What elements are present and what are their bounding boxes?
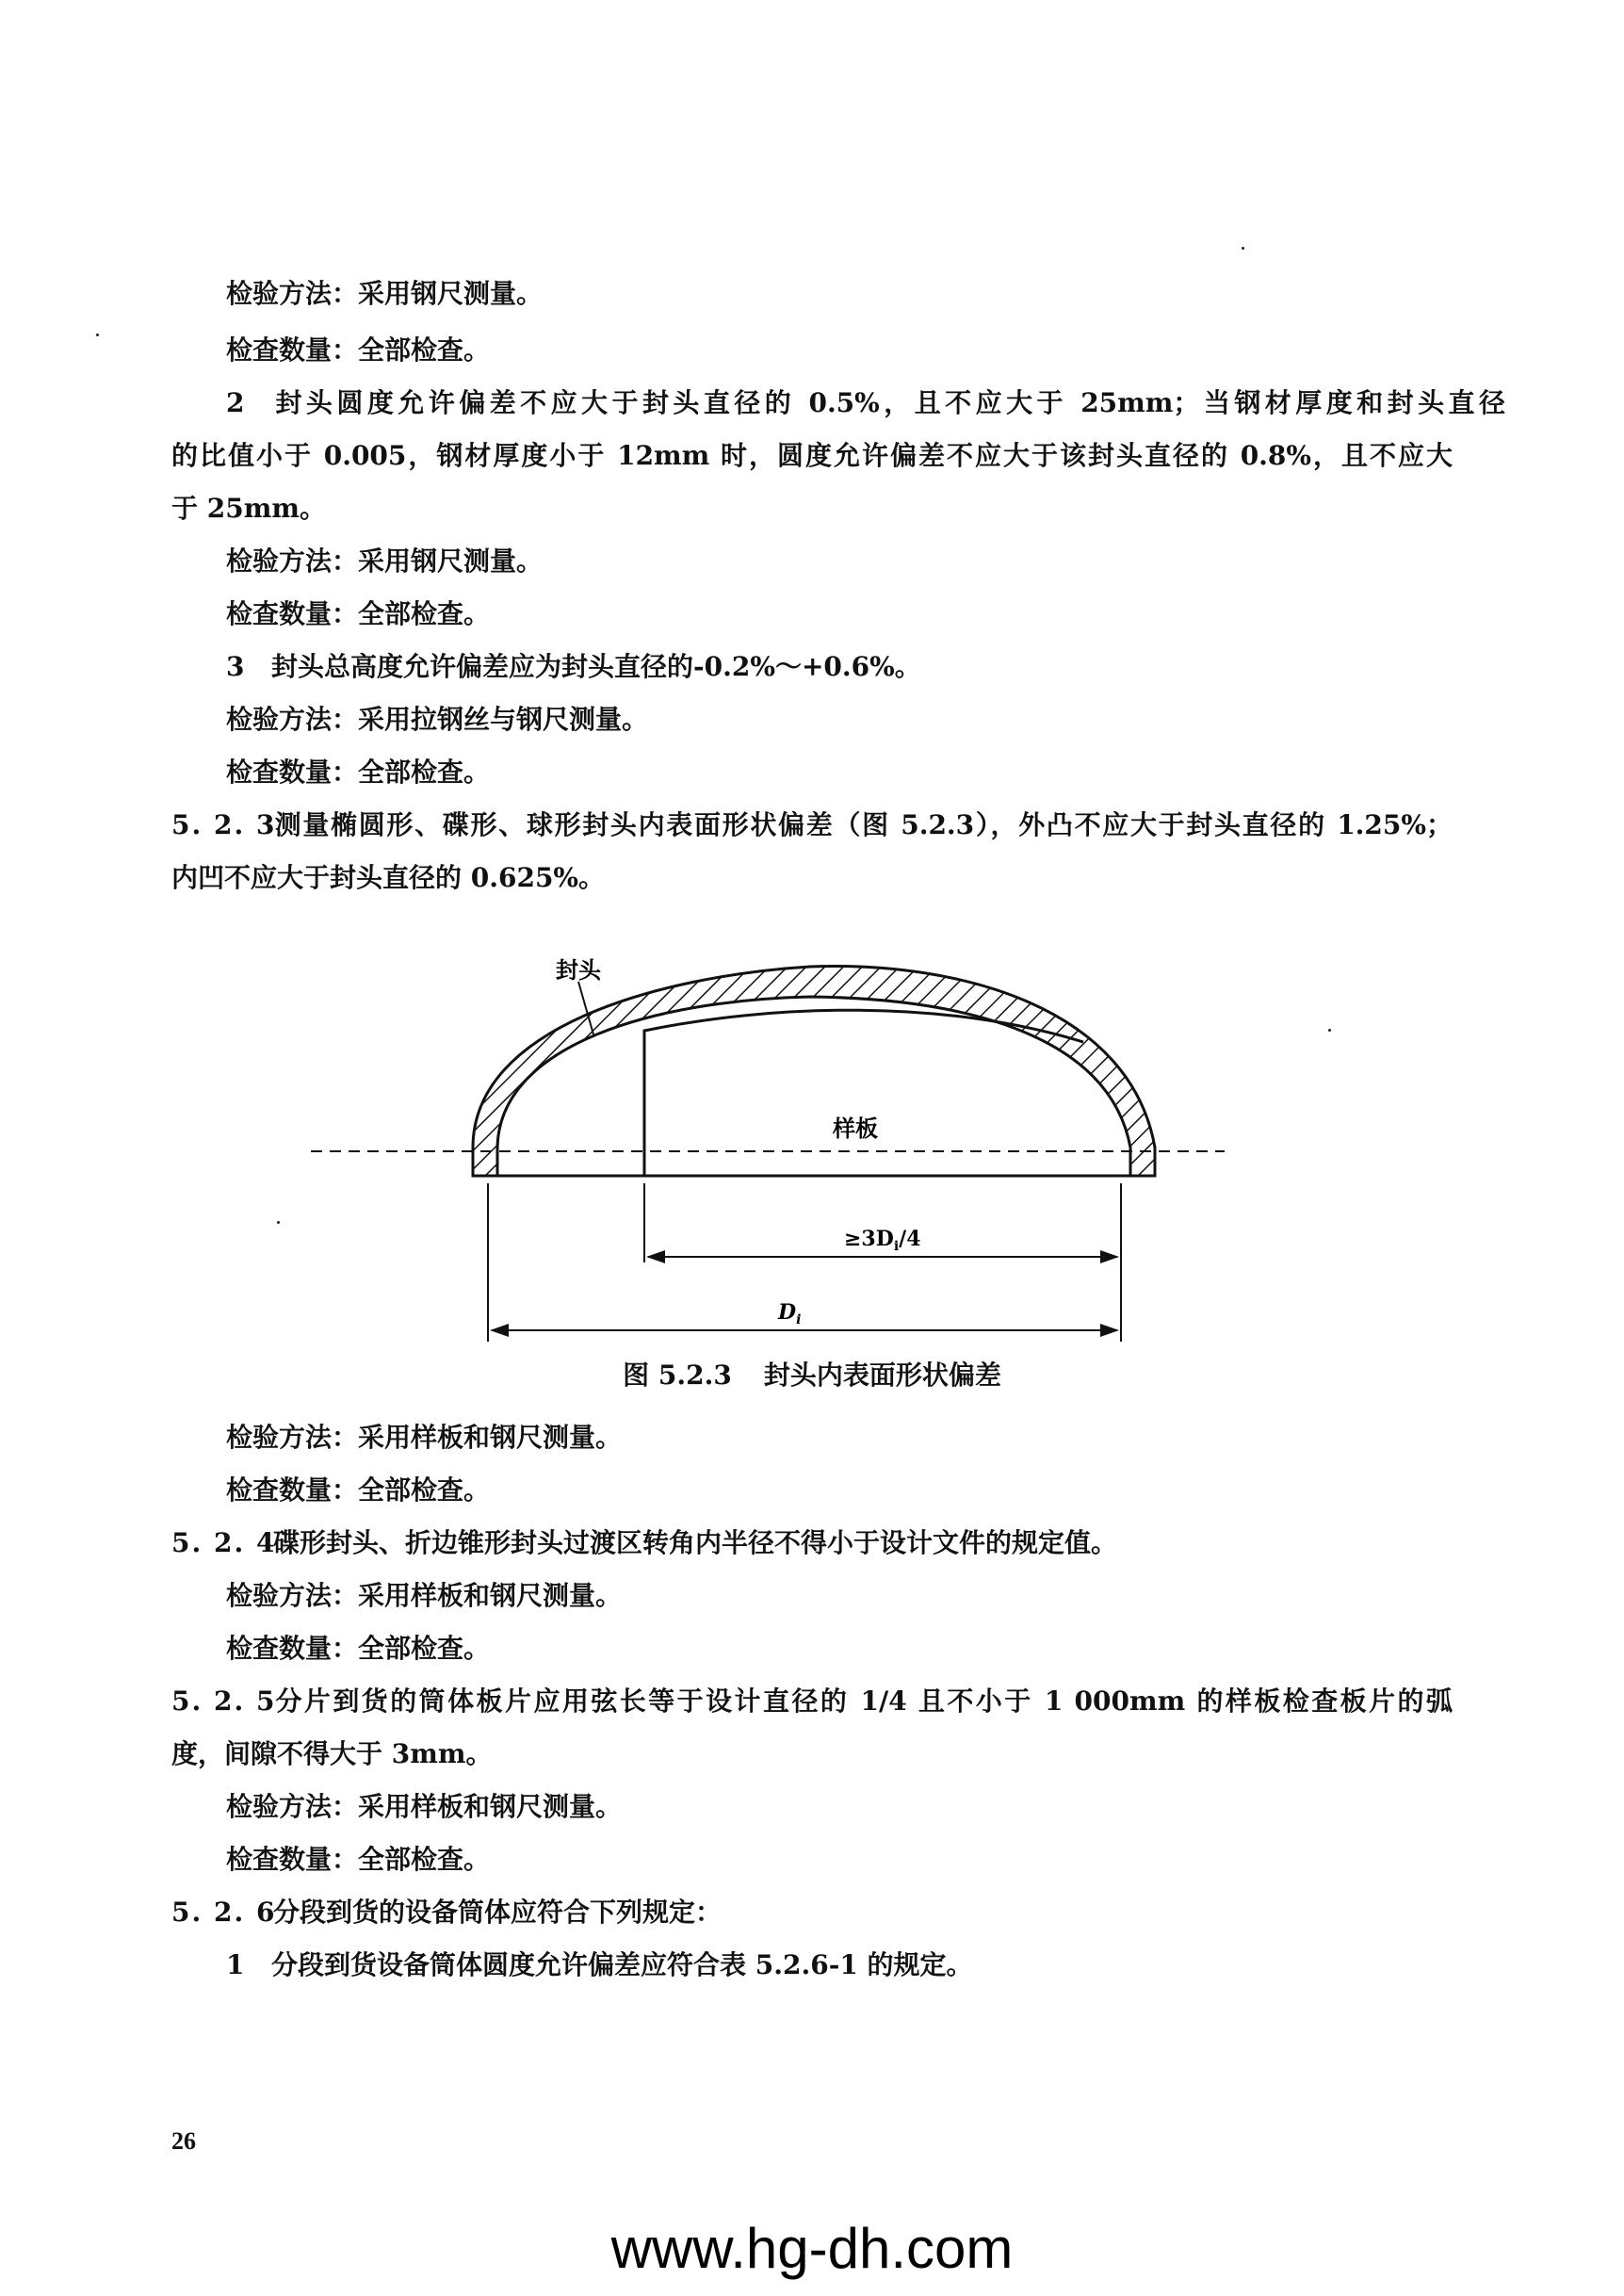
- section-number: 5. 2. 5: [171, 1685, 277, 1717]
- item-text: 分段到货设备筒体圆度允许偏差应符合表 5.2.6-1 的规定。: [271, 1949, 973, 1980]
- item-2-line-2: 的比值小于 0.005，钢材厚度小于 12mm 时，圆度允许偏差不应大于该封头直径的 0.8%，且不应大: [171, 440, 1453, 471]
- arrowhead: [490, 1324, 509, 1337]
- inspection-quantity: 检查数量：全部检查。: [226, 334, 491, 366]
- section-number: 5. 2. 3: [171, 809, 277, 840]
- inspection-method: 检验方法：采用样板和钢尺测量。: [226, 1791, 623, 1822]
- section-number: 5. 2. 4: [171, 1527, 277, 1558]
- inspection-method: 检验方法：采用钢尺测量。: [226, 546, 544, 577]
- section-5-2-5-line-1: [171, 1685, 1453, 1718]
- figure-number: 图 5.2.3: [623, 1360, 732, 1391]
- figure-title: 封头内表面形状偏差: [763, 1360, 1001, 1391]
- section-text: 测量椭圆形、碟形、球形封头内表面形状偏差（图 5.2.3），外凸不应大于封头直径的 1.25%；: [273, 809, 1453, 840]
- inspection-quantity: 检查数量：全部检查。: [226, 757, 491, 788]
- section-number: 5. 2. 6: [171, 1897, 277, 1928]
- inspection-quantity: 检查数量：全部检查。: [226, 1474, 491, 1506]
- item-text: 封头圆度允许偏差不应大于封头直径的 0.5%，且不应大于 25mm；当钢材厚度和封头直径: [271, 387, 1505, 418]
- inspection-method: 检验方法：采用样板和钢尺测量。: [226, 1422, 623, 1453]
- head-shell: [473, 967, 1155, 1176]
- item-number: 2: [226, 387, 245, 418]
- figure-caption: [0, 1359, 1624, 1392]
- item-text: 封头总高度允许偏差应为封头直径的-0.2%～+0.6%。: [271, 651, 921, 682]
- inspection-method: 检验方法：采用样板和钢尺测量。: [226, 1580, 623, 1611]
- item-number: 1: [226, 1949, 245, 1980]
- inspection-quantity: 检查数量：全部检查。: [226, 1844, 491, 1875]
- section-text: 碟形封头、折边锥形封头过渡区转角内半径不得小于设计文件的规定值。: [273, 1527, 1118, 1558]
- section-5-2-5-line-2: 度，间隙不得大于 3mm。: [171, 1738, 493, 1769]
- section-5-2-6: [171, 1896, 722, 1930]
- section-5-2-3-line-2: 内凹不应大于封头直径的 0.625%。: [171, 862, 606, 893]
- item-1: [226, 1948, 973, 1982]
- item-number: 3: [226, 651, 245, 682]
- section-text: 分段到货的设备筒体应符合下列规定：: [273, 1897, 723, 1928]
- arrowhead: [646, 1250, 665, 1263]
- head-label: 封头: [556, 956, 601, 984]
- section-text: 分片到货的筒体板片应用弦长等于设计直径的 1/4 且不小于 1 000mm 的样板检查板片的弧: [273, 1685, 1453, 1717]
- section-5-2-4: [171, 1526, 1117, 1560]
- arrowhead: [1100, 1250, 1119, 1263]
- dimension-diameter-label: $D_i$: [778, 1300, 802, 1327]
- inspection-method: 检验方法：采用拉钢丝与钢尺测量。: [226, 704, 649, 735]
- inspection-quantity: 检查数量：全部检查。: [226, 598, 491, 629]
- template-label: 样板: [833, 1115, 878, 1142]
- inspection-quantity: 检查数量：全部检查。: [226, 1633, 491, 1664]
- page-number: 26: [171, 2127, 196, 2155]
- item-2-line-3: 于 25mm。: [171, 493, 326, 524]
- inspection-method: 检验方法：采用钢尺测量。: [226, 278, 544, 309]
- footer-url[interactable]: www.hg-dh.com: [610, 2217, 1014, 2280]
- dimension-template-label: $\ge 3D_i/4$: [844, 1227, 921, 1254]
- arrowhead: [1100, 1324, 1119, 1337]
